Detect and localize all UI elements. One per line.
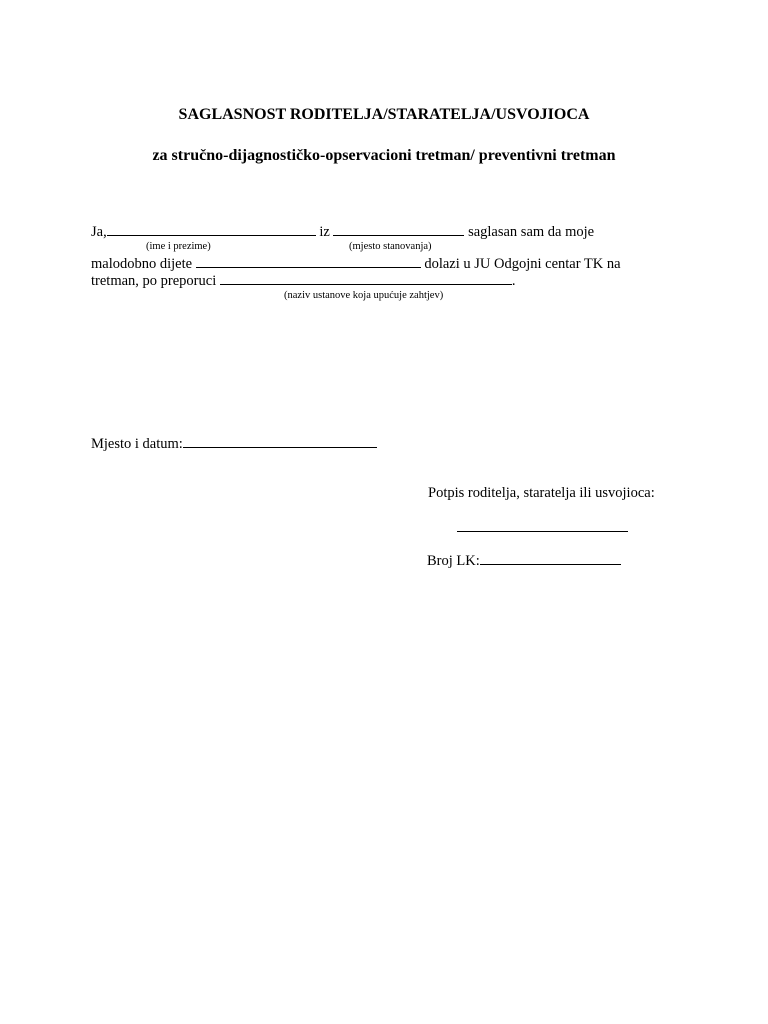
id-number-line [427, 552, 621, 570]
residence-field[interactable] [333, 223, 464, 236]
signature-label: Potpis roditelja, staratelja ili usvojioca: [428, 485, 655, 501]
line1-mid: iz [319, 224, 330, 240]
consent-line-1 [91, 223, 594, 241]
document-subtitle: za stručno-dijagnostičko-opservacioni tretman/ preventivni tretman [152, 147, 616, 164]
place-date-line [91, 435, 377, 453]
caption-name: (ime i prezime) [146, 241, 211, 252]
caption-residence: (mjesto stanovanja) [349, 241, 432, 252]
line2-suffix: dolazi u JU Odgojni centar TK na [424, 256, 621, 272]
id-number-field[interactable] [480, 552, 621, 565]
line1-prefix: Ja, [91, 224, 107, 240]
place-date-field[interactable] [183, 435, 377, 448]
caption-institution: (naziv ustanove koja upućuje zahtjev) [284, 290, 444, 301]
line1-suffix: saglasan sam da moje [468, 224, 595, 240]
consent-line-2 [91, 255, 621, 273]
signature-field[interactable] [457, 520, 628, 532]
line3-prefix: tretman, po preporuci [91, 273, 217, 289]
place-date-label: Mjesto i datum: [91, 436, 183, 452]
consent-line-3 [91, 272, 515, 290]
institution-field[interactable] [220, 272, 512, 285]
line2-prefix: malodobno dijete [91, 256, 193, 272]
line3-suffix: . [511, 273, 516, 289]
id-number-label: Broj LK: [427, 553, 480, 569]
child-name-field[interactable] [196, 255, 421, 268]
name-field[interactable] [107, 223, 316, 236]
document-title: SAGLASNOST RODITELJA/STARATELJA/USVOJIOCA [178, 106, 590, 123]
